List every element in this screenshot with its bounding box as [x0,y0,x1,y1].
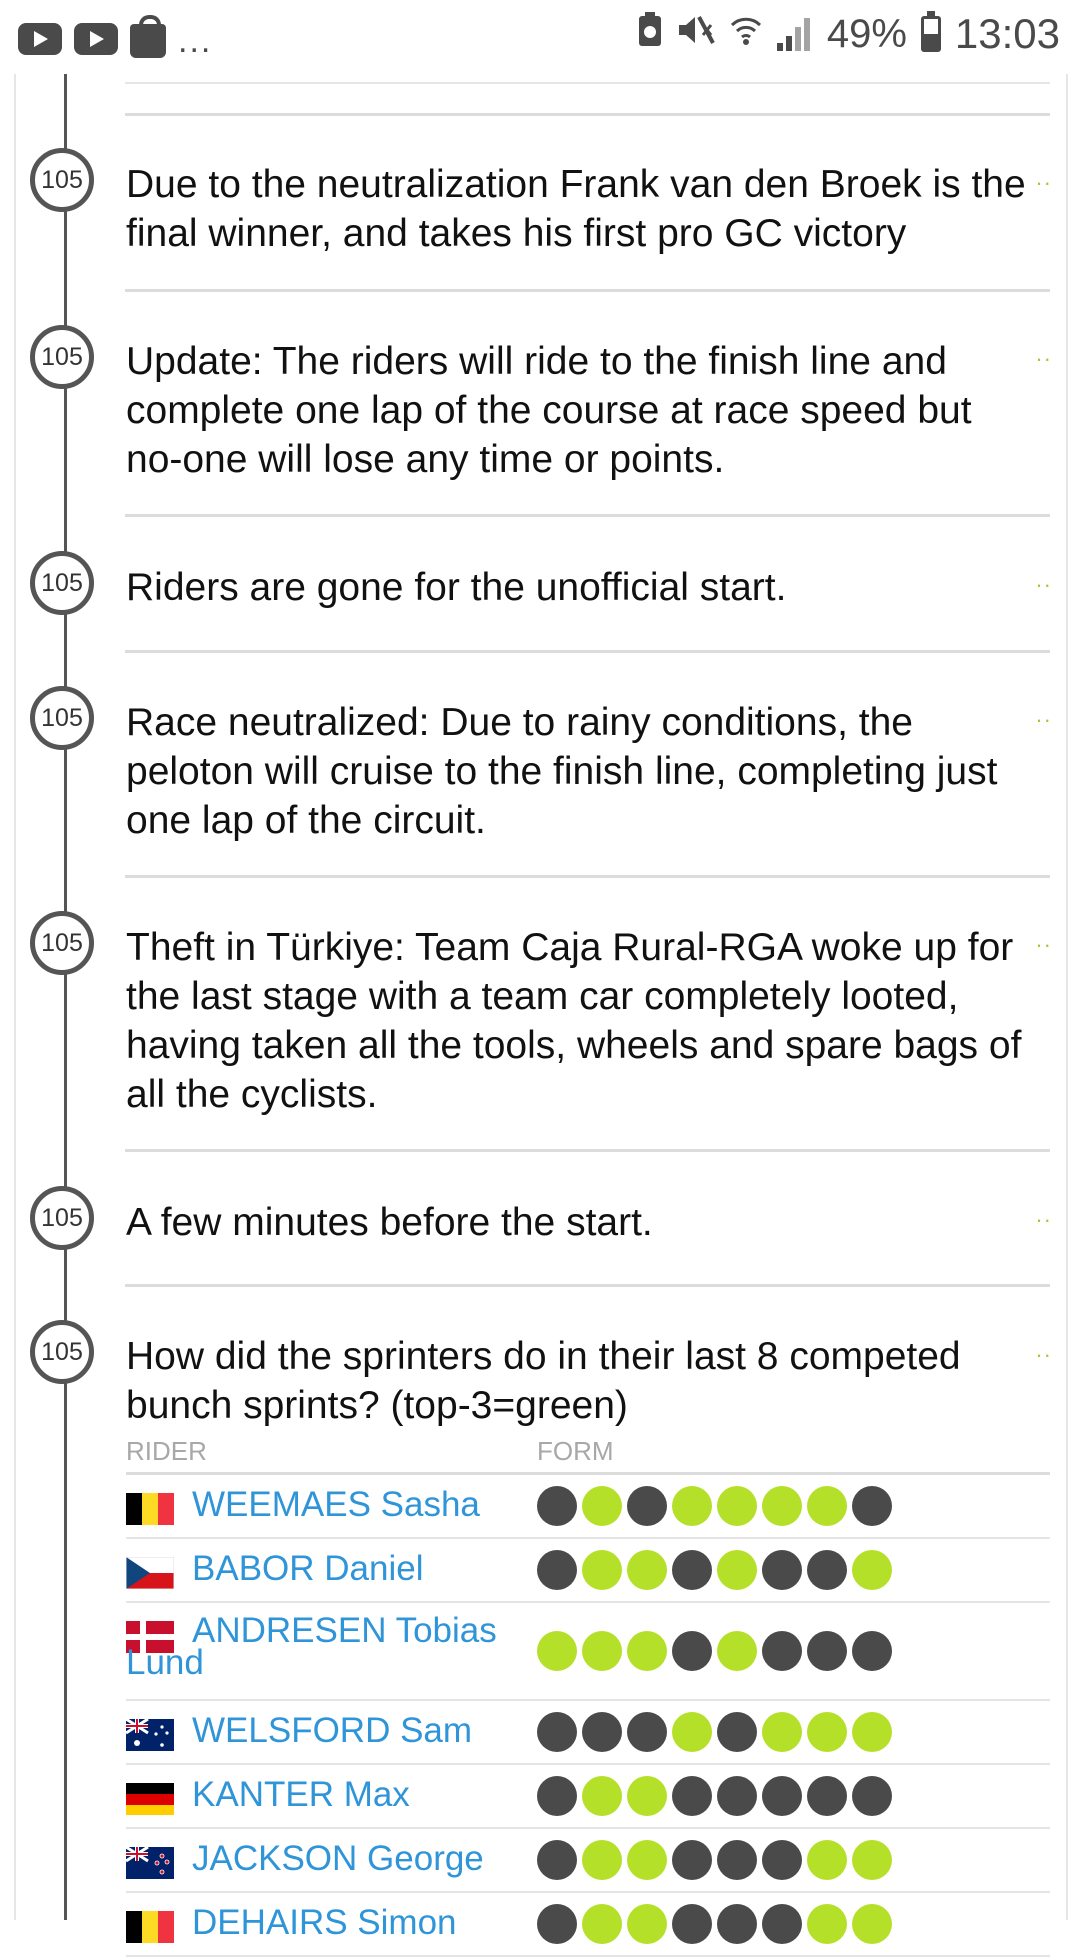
form-dot-other [807,1776,847,1816]
minute-badge: 105 [30,686,94,750]
rider-link[interactable]: ANDRESEN Tobias Lund [126,1611,497,1682]
form-dot-other [762,1631,802,1671]
column-header-form: FORM [537,1436,614,1466]
youtube-icon [18,23,62,55]
minute-badge: 105 [30,1186,94,1250]
form-dot-other [762,1840,802,1880]
entry-text: Update: The riders will ride to the finish line and complete one lap of the course at race speed but no-one will lose any time or points. [126,340,972,481]
form-dot-other [537,1486,577,1526]
form-dot-other [672,1904,712,1944]
form-dot-other [537,1840,577,1880]
entry-more-button[interactable]: ·· [1035,572,1052,597]
battery-level [924,34,938,49]
form-dot-other [717,1712,757,1752]
clock: 13:03 [954,10,1060,57]
form-dot-other [717,1776,757,1816]
flag-icon [126,1557,174,1589]
minute-badge: 105 [30,1320,94,1384]
status-bar [0,0,1080,74]
form-dots [537,1712,892,1752]
more-notifications-icon: ... [178,22,213,60]
form-dot-other [717,1904,757,1944]
table-header [126,1432,1050,1475]
entry-more-button[interactable]: ·· [1035,707,1052,732]
battery-icon [921,16,941,52]
form-dot-top3 [807,1840,847,1880]
form-dot-top3 [537,1631,577,1671]
form-dot-top3 [627,1776,667,1816]
form-dot-other [717,1840,757,1880]
form-dot-other [627,1486,667,1526]
table-row [126,1893,1050,1957]
form-dot-top3 [807,1486,847,1526]
entry-more-button[interactable]: ·· [1035,932,1052,957]
entry-text: Riders are gone for the unofficial start. [126,566,787,609]
divider [125,1149,1050,1152]
form-dot-other [537,1776,577,1816]
sprinter-form-table [126,1432,1050,1957]
rider-link[interactable]: JACKSON George [192,1839,484,1878]
divider [125,514,1050,517]
entry-text: Race neutralized: Due to rainy conditions, the peloton will cruise to the finish line, completing just one lap of the circuit. [126,701,998,842]
minute-badge: 105 [30,911,94,975]
form-dot-top3 [582,1904,622,1944]
flag-icon [126,1783,174,1815]
minute-badge: 105 [30,325,94,389]
form-dot-other [672,1550,712,1590]
form-dot-top3 [717,1486,757,1526]
divider [125,1284,1050,1287]
form-dot-other [582,1712,622,1752]
cell-signal-icon [777,17,813,51]
entry-more-button[interactable]: ·· [1035,1207,1052,1232]
form-dot-top3 [627,1631,667,1671]
form-dot-top3 [762,1712,802,1752]
youtube-icon [74,23,118,55]
divider [125,113,1050,116]
entry-more-button[interactable]: ·· [1035,170,1052,195]
divider [125,74,1050,84]
rider-link[interactable]: WELSFORD Sam [192,1711,473,1750]
form-dot-other [852,1776,892,1816]
form-dot-other [672,1631,712,1671]
form-dot-top3 [852,1712,892,1752]
form-dot-other [852,1486,892,1526]
table-row [126,1539,1050,1603]
form-dot-other [672,1840,712,1880]
divider [125,875,1050,878]
table-row [126,1765,1050,1829]
notification-icons [18,16,212,61]
flag-icon [126,1719,174,1751]
form-dot-other [762,1550,802,1590]
form-dots [537,1550,892,1590]
minute-badge: 105 [30,551,94,615]
form-dot-top3 [807,1904,847,1944]
form-dot-other [537,1550,577,1590]
rider-link[interactable]: WEEMAES Sasha [192,1485,480,1524]
flag-icon [126,1911,174,1943]
entry-text: Theft in Türkiye: Team Caja Rural-RGA woke up for the last stage with a team car completely looted, having taken all the tools, wheels and spare bags of all the cyclists. [126,926,1022,1116]
divider [125,650,1050,653]
battery-saver-icon [637,12,663,56]
form-dot-top3 [807,1712,847,1752]
flag-icon [126,1493,174,1525]
form-dot-top3 [852,1550,892,1590]
battery-percent: 49% [826,11,907,56]
rider-link[interactable]: BABOR Daniel [192,1549,424,1588]
table-row [126,1701,1050,1765]
form-dot-top3 [717,1631,757,1671]
form-dot-other [627,1712,667,1752]
entry-text: Due to the neutralization Frank van den Broek is the final winner, and takes his first pro GC victory [126,163,1026,255]
form-dot-other [852,1631,892,1671]
form-dots [537,1631,892,1671]
form-dot-other [762,1904,802,1944]
form-dot-top3 [717,1550,757,1590]
column-header-rider: RIDER [126,1436,207,1466]
table-row [126,1829,1050,1893]
form-dot-top3 [627,1904,667,1944]
entry-more-button[interactable]: ·· [1035,346,1052,371]
form-dot-top3 [672,1712,712,1752]
entry-text: How did the sprinters do in their last 8 competed bunch sprints? (top-3=green) [126,1335,961,1427]
form-dot-top3 [672,1486,712,1526]
wifi-icon [729,13,763,55]
entry-text: A few minutes before the start. [126,1201,653,1244]
form-dot-top3 [582,1840,622,1880]
entry-more-button[interactable]: ·· [1035,1342,1052,1367]
form-dot-top3 [582,1486,622,1526]
divider [125,289,1050,292]
form-dot-top3 [627,1840,667,1880]
minute-badge: 105 [30,148,94,212]
form-dots [537,1486,892,1526]
form-dots [537,1776,892,1816]
form-dot-top3 [627,1550,667,1590]
form-dot-top3 [582,1631,622,1671]
form-dot-top3 [582,1550,622,1590]
form-dot-top3 [582,1776,622,1816]
form-dot-other [537,1904,577,1944]
rider-link[interactable]: KANTER Max [192,1775,410,1814]
form-dots [537,1904,892,1944]
shopping-bag-icon [130,24,166,58]
form-dot-top3 [852,1904,892,1944]
form-dot-top3 [852,1840,892,1880]
form-dot-other [762,1776,802,1816]
mute-icon [677,13,715,55]
table-row [126,1475,1050,1539]
form-dot-other [807,1631,847,1671]
flag-icon [126,1847,174,1879]
rider-link[interactable]: DEHAIRS Simon [192,1903,457,1942]
form-dot-other [807,1550,847,1590]
form-dot-top3 [762,1486,802,1526]
form-dot-other [537,1712,577,1752]
system-icons [637,10,1060,58]
table-row [126,1603,1050,1701]
form-dots [537,1840,892,1880]
form-dot-other [672,1776,712,1816]
